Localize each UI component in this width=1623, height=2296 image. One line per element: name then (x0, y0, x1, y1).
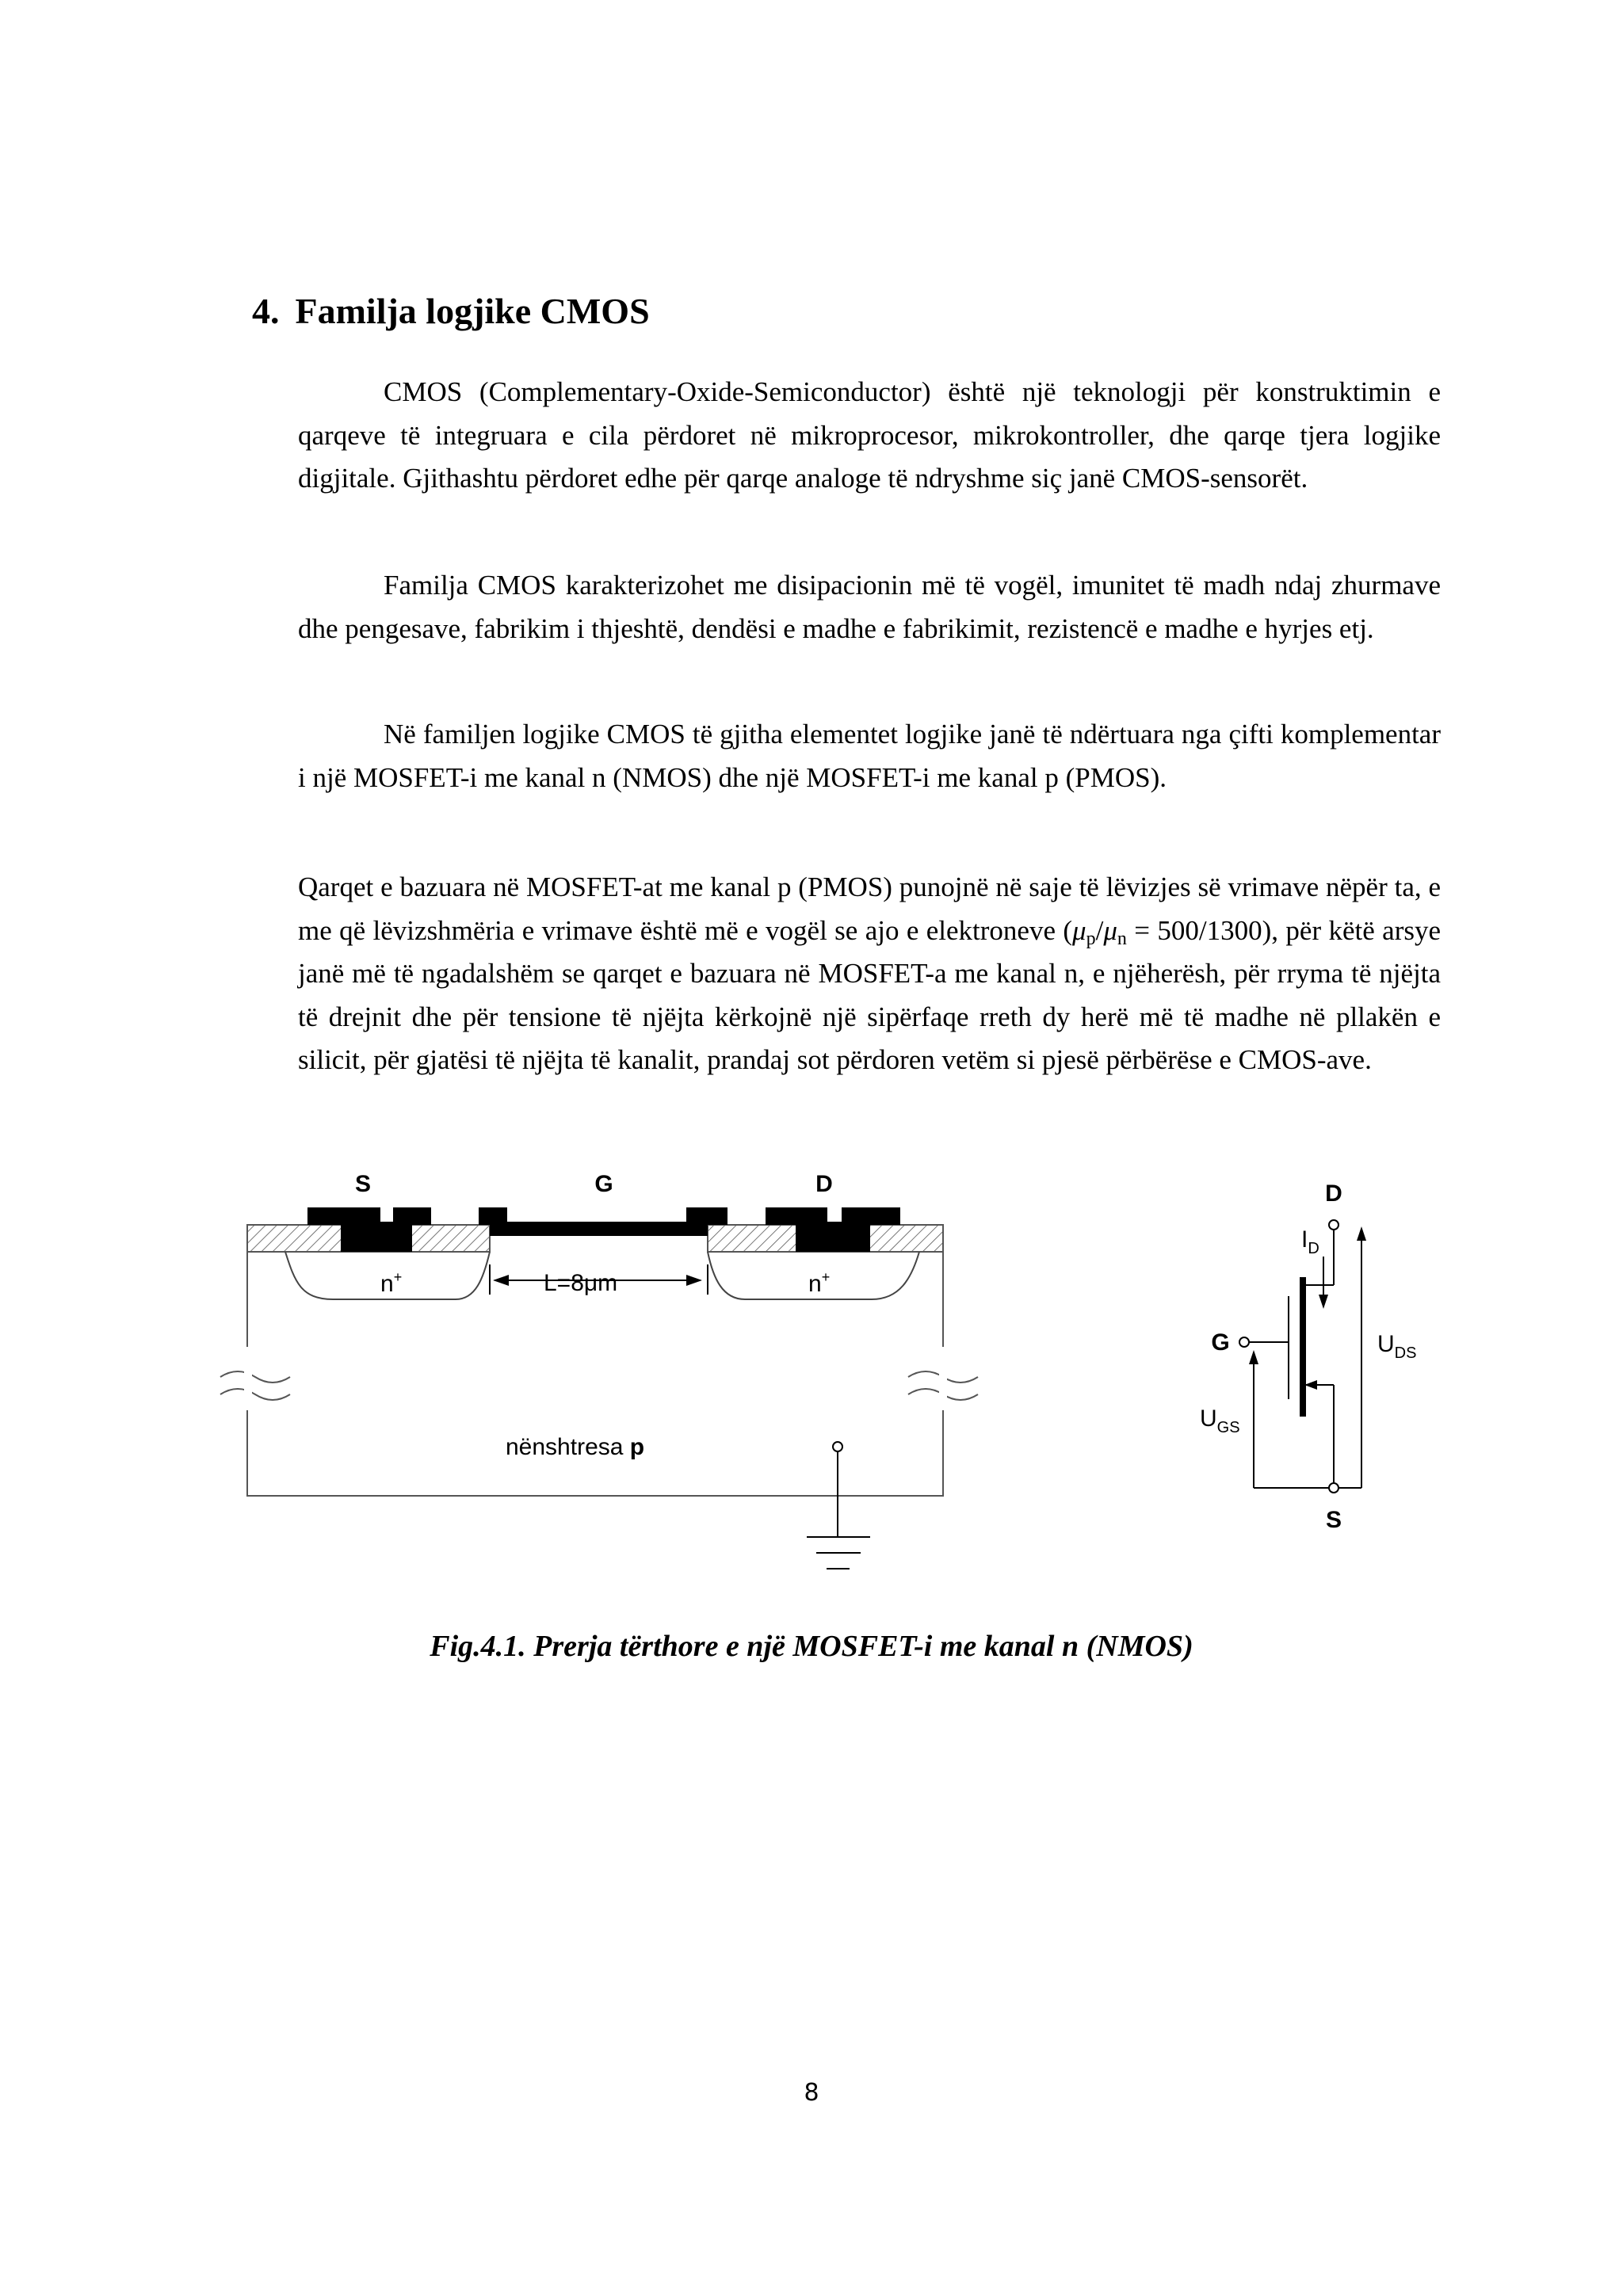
p4-text-start: Qarqet e bazuara në MOSFET-at me kanal p (PMOS) punojnë në saje të lëvizjes së vrimave nëpër ta, e me që lëvizshmëria e vrimave është më e vogël se ajo e elektroneve ( (298, 871, 1441, 946)
subscript-p: p (1086, 928, 1096, 949)
paragraph-cmos-definition: CMOS (Complementary-Oxide-Semiconductor) është një teknologji për konstruktimin e qarqeve të integruara e cila përdoret në mikroprocesor, mikrokontroller, dhe qarqe tjera logjike digjitale. Gjithashtu përdoret edhe për qarqe analoge të ndryshme siç janë CMOS-sensorët. (298, 376, 1441, 494)
drain-terminal (1329, 1220, 1338, 1230)
n-plus-drain-label: n+ (808, 1269, 831, 1297)
section-number: 4. (252, 291, 280, 331)
channel-length-label: L=8μm (544, 1270, 618, 1296)
drain-label: D (815, 1171, 833, 1197)
paragraph-cmos-characteristics: Familja CMOS karakterizohet me disipacionin më të vogël, imunitet të madh ndaj zhurmave dhe pengesave, fabrikim i thjeshtë, dendësi e madhe e fabrikimit, rezistencë e madhe e hyrjes etj. (298, 570, 1441, 644)
mu-symbol-p: μ (1072, 914, 1086, 946)
section-title: Familja logjike CMOS (295, 291, 650, 331)
symbol-drain-label: D (1325, 1180, 1342, 1207)
source-label: S (354, 1171, 372, 1197)
n-plus-source-label: n+ (380, 1269, 403, 1297)
gate-terminal (1239, 1337, 1249, 1347)
uds-label: $U_{DS}$ (1377, 1331, 1417, 1362)
substrate-label: nënshtresa p (506, 1434, 645, 1460)
symbol-source-label: S (1325, 1507, 1342, 1533)
slash: / (1095, 914, 1104, 946)
subscript-n: n (1117, 928, 1127, 949)
source-arrow (1304, 1380, 1317, 1390)
mobility-ratio: = 500/1300 (1126, 914, 1262, 946)
p4-text-end: ), për këtë arsye janë më të ngadalshëm se qarqet e bazuara në MOSFET-a me kanal n, e njëherësh, për rryma të njëjta të drejnit dhe për tensione të njëjta kërkojnë një sipërfaqe rreth dy herë më të madhe në pllakën e silicit, për gjatësi të njëjta të kanalit, prandaj sot përdoren vetëm si pjesë përbërëse e CMOS-ave. (298, 914, 1442, 1075)
gate-label: G (594, 1171, 613, 1197)
figure-caption: Fig.4.1. Prerja tërthore e një MOSFET-i me kanal n (NMOS) (430, 1630, 1193, 1663)
symbol-gate-label: G (1211, 1329, 1230, 1356)
page-number: 8 (804, 2079, 819, 2107)
mu-symbol-n: μ (1103, 914, 1117, 946)
channel-bar (1300, 1277, 1306, 1417)
ugs-label: $U_{GS}$ (1200, 1405, 1240, 1436)
drain-current-label: $I_D$ (1301, 1226, 1319, 1257)
source-terminal (1329, 1483, 1338, 1493)
paragraph-cmos-composition: Në familjen logjike CMOS të gjitha elementet logjike janë të ndërtuara nga çifti komplementar i një MOSFET-i me kanal n (NMOS) dhe një MOSFET-i me kanal p (PMOS). (298, 719, 1441, 793)
